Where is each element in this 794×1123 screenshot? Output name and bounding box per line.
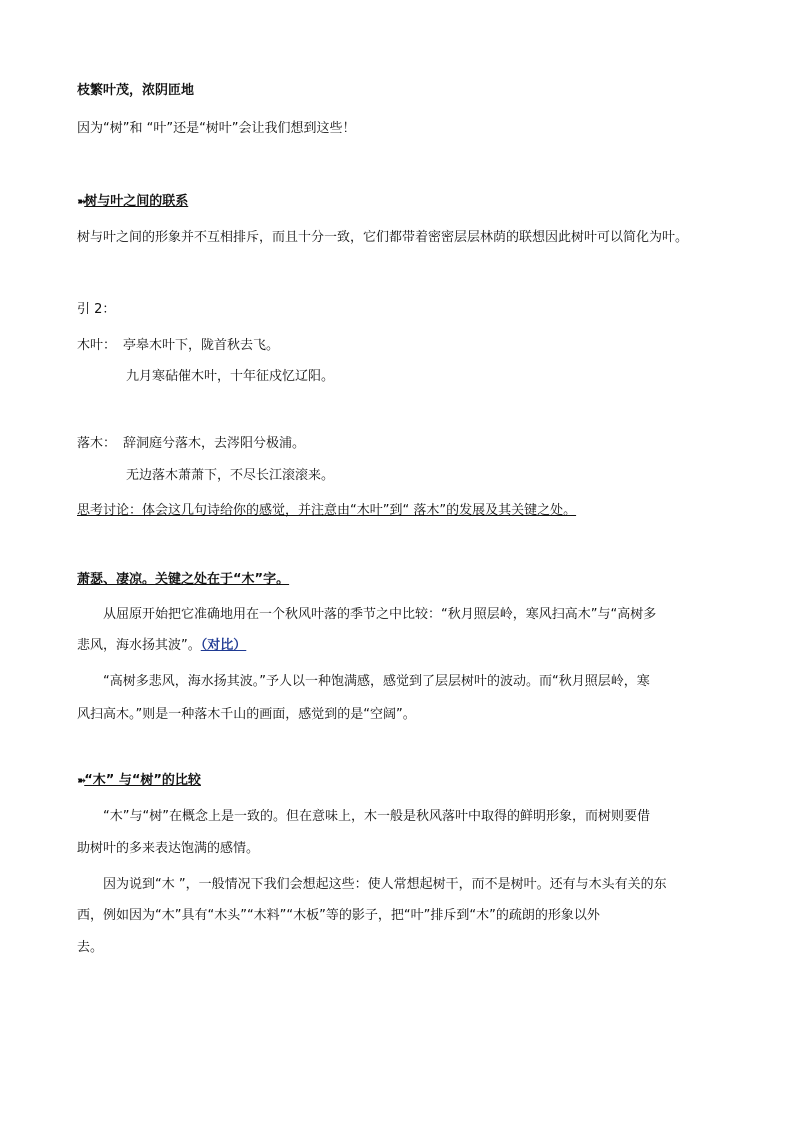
section-heading-5-text: “木” 与“树”的比较: [84, 773, 201, 788]
section-heading-1: 枝繁叶茂，浓阴匝地: [77, 83, 195, 98]
relation-paragraph: 树与叶之间的形象并不互相排斥，而且十分一致，它们都带着密密层层林荫的联想因此树叶可以简化为叶。: [77, 230, 689, 245]
muye-label: 木叶：: [77, 338, 117, 353]
luomu-poem-line-1: 辞洞庭兮落木，去涔阳兮极浦。: [123, 436, 306, 451]
section-heading-4: 萧瑟、凄凉。关键之处在于“木”字。: [77, 572, 290, 587]
contrast-link[interactable]: （对比）: [200, 638, 247, 653]
section-heading-2: [77, 193, 188, 211]
analysis-paragraph-line-1: “高树多悲风，海水扬其波。”予人以一种饱满感，感觉到了层层树叶的波动。而“秋月照层岭，寒: [103, 674, 650, 689]
mu-shu-paragraph-line-1: “木”与“树”在概念上是一致的。但在意味上，木一般是秋风落叶中取得的鲜明形象，而树则要借: [103, 809, 650, 824]
analysis-paragraph-line-2: 风扫高木。”则是一种落木千山的画面，感觉到的是“空阔”。: [77, 707, 416, 722]
luomu-poem-line-2: 无边落木萧萧下，不尽长江滚滚来。: [126, 468, 335, 483]
mu-paragraph-line-1: 因为说到“木 ”，一般情况下我们会想起这些：使人常想起树干，而不是树叶。还有与木头有关的东: [103, 877, 667, 892]
mu-paragraph-line-3: 去。: [77, 940, 104, 955]
comparison-paragraph-line-2-text: 悲风，海水扬其波”。: [77, 638, 201, 653]
mu-paragraph-line-2: 西，例如因为“木”具有“木头”“木料”“木板”等的影子，把“叶”排斥到“木”的疏朗的形象以外: [77, 908, 600, 923]
mu-shu-paragraph-line-2: 助树叶的多来表达饱满的感情。: [77, 841, 260, 856]
luomu-label: 落木：: [77, 436, 117, 451]
comparison-paragraph-line-1: 从屈原开始把它准确地用在一个秋风叶落的季节之中比较：“秋月照层岭，寒风扫高木”与“高树多: [103, 607, 657, 622]
intro-line: 因为“树”和 “叶”还是“树叶”会让我们想到这些！: [77, 121, 356, 136]
muye-poem-line-2: 九月寒砧催木叶，十年征戍忆辽阳。: [126, 369, 335, 384]
comparison-paragraph-line-2: [77, 637, 246, 655]
muye-poem-line-1: 亭皋木叶下，陇首秋去飞。: [123, 338, 280, 353]
section-heading-5: [77, 772, 201, 790]
double-arrow-icon: ➽: [77, 774, 84, 787]
double-arrow-icon: ➽: [77, 195, 84, 208]
quote-label: 引 2：: [77, 302, 116, 317]
discussion-question: 思考讨论：体会这几句诗给你的感觉，并注意由“木叶”到“ 落木”的发展及其关键之处。: [77, 503, 577, 518]
section-heading-2-text: 树与叶之间的联系: [84, 194, 189, 209]
